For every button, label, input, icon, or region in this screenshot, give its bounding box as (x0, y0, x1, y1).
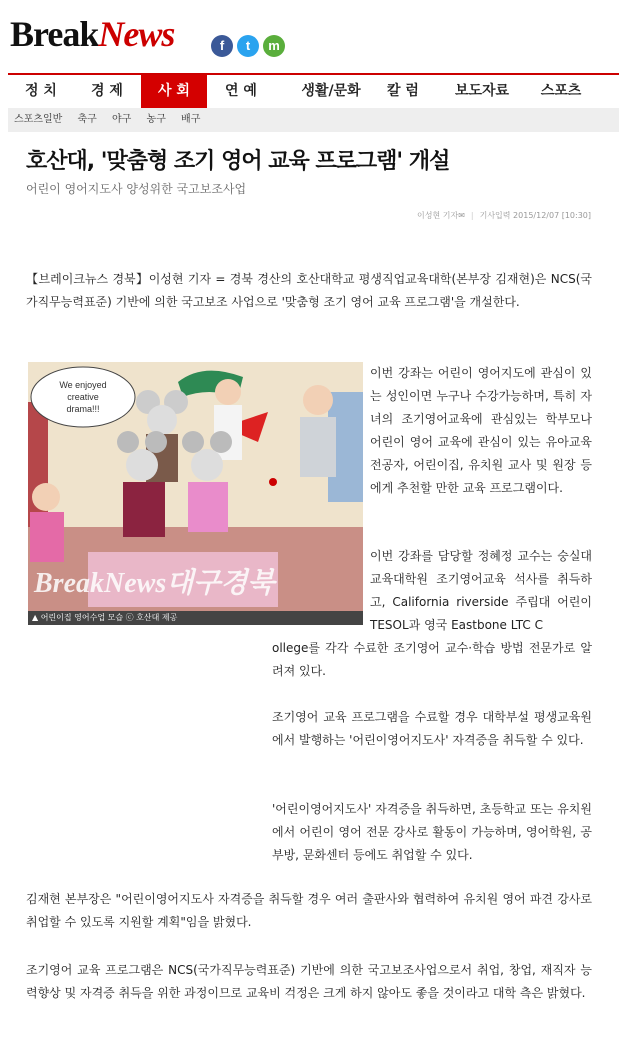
children-drama-photo (28, 362, 363, 625)
social-links (211, 35, 289, 57)
site-header (0, 0, 619, 72)
article-photo (28, 362, 363, 625)
subnav-item-volleyball[interactable]: 배구 (181, 114, 201, 125)
mobile-icon[interactable]: m (263, 35, 285, 57)
breaknews-logo[interactable]: BreakNews (10, 14, 175, 54)
article-paragraph-6: 조기영어 교육 프로그램은 NCS(국가직무능력표준) 기반에 의한 국고보조사업으로서 취업, 창업, 재직자 능력향상 및 자격증 취득을 위한 과정이므로 교육비 걱정은 크게 하지 않아도 좋을 것이라고 대학 측은 밝혔다. (26, 963, 592, 1000)
main-nav (8, 73, 619, 108)
article-paragraph-1: 이번 강좌는 어린이 영어지도에 관심이 있는 성인이면 누구나 수강가능하며, 특히 자녀의 조기영어교육에 관심있는 학부모나 어린이 영어 교육에 관심이 있는 유아교육 전공자, 어린이집, 유치원 교사 및 원장 등에게 추천할 만한 교육 프로그램이다. (370, 366, 592, 495)
article-paragraph-2b: ollege를 각각 수료한 조기영어 교수·학습 방법 전문가로 알려져 있다. (272, 641, 592, 678)
svg-text:drama!!!: drama!!! (66, 404, 100, 414)
sub-nav (8, 108, 619, 132)
article-date: 기사입력 2015/12/07 [10:30] (479, 211, 591, 220)
subnav-item-soccer[interactable]: 축구 (77, 114, 97, 125)
author-link[interactable]: 이성현 기자 (417, 211, 459, 220)
article-paragraph-2a: 이번 강좌를 담당할 정혜정 교수는 숭실대 교육대학원 조기영어교육 석사를 취득하고, California riverside 주립대 어린이 TESOL과 영국 Eastbone LTC C (370, 549, 592, 632)
nav-item-economy[interactable]: 경 제 (91, 83, 123, 99)
facebook-icon[interactable]: f (211, 35, 233, 57)
article-paragraph-5: 김재현 본부장은 "어린이영어지도사 자격증을 취득할 경우 여러 출판사와 협력하여 유치원 영어 파견 강사로 취업할 수 있도록 지원할 계획"임을 밝혔다. (26, 892, 592, 929)
article-paragraph-3: 조기영어 교육 프로그램을 수료할 경우 대학부설 평생교육원에서 발행하는 '어린이영어지도사' 자격증을 취득할 수 있다. (272, 710, 592, 747)
nav-item-society[interactable]: 사 회 (141, 75, 207, 108)
article-subtitle: 어린이 영어지도사 양성위한 국고보조사업 (26, 182, 247, 196)
subnav-item-basketball[interactable]: 농구 (146, 114, 166, 125)
nav-item-press-release[interactable]: 보도자료 (454, 83, 510, 99)
nav-item-politics[interactable]: 정 치 (25, 83, 57, 99)
article-meta: 이성현 기자✉ | 기사입력 2015/12/07 [10:30] (417, 211, 591, 220)
svg-text:We enjoyed: We enjoyed (59, 380, 107, 390)
article-paragraph-4: '어린이영어지도사' 자격증을 취득하면, 초등학교 또는 유치원에서 어린이 영어 전문 강사로 활동이 가능하며, 영어학원, 공부방, 문화센터 등에도 취업할 수 있다. (272, 802, 592, 862)
nav-item-column[interactable]: 칼 럼 (387, 83, 419, 99)
twitter-icon[interactable]: t (237, 35, 259, 57)
subnav-item-sports-general[interactable]: 스포츠일반 (14, 114, 63, 125)
nav-item-sports[interactable]: 스포츠 (540, 83, 582, 99)
nav-item-life-culture[interactable]: 생활/문화 (301, 83, 361, 99)
nav-item-entertainment[interactable]: 연 예 (225, 83, 257, 99)
email-icon[interactable]: ✉ (458, 211, 465, 220)
article-title: 호산대, '맞춤형 조기 영어 교육 프로그램' 개설 (26, 149, 450, 174)
subnav-item-baseball[interactable]: 야구 (112, 114, 132, 125)
svg-text:creative: creative (67, 392, 99, 402)
photo-watermark: BreakNews대구경북 (34, 568, 275, 599)
photo-caption: ▲ 어린이집 영어수업 모습 ⓒ 호산대 제공 (28, 611, 363, 625)
article-lead: 【브레이크뉴스 경북】이성현 기자 = 경북 경산의 호산대학교 평생직업교육대학(본부장 김재현)은 NCS(국가직무능력표준) 기반에 의한 국고보조 사업으로 '맞춤형 조기 영어 교육 프로그램'을 개설한다. (26, 272, 592, 309)
